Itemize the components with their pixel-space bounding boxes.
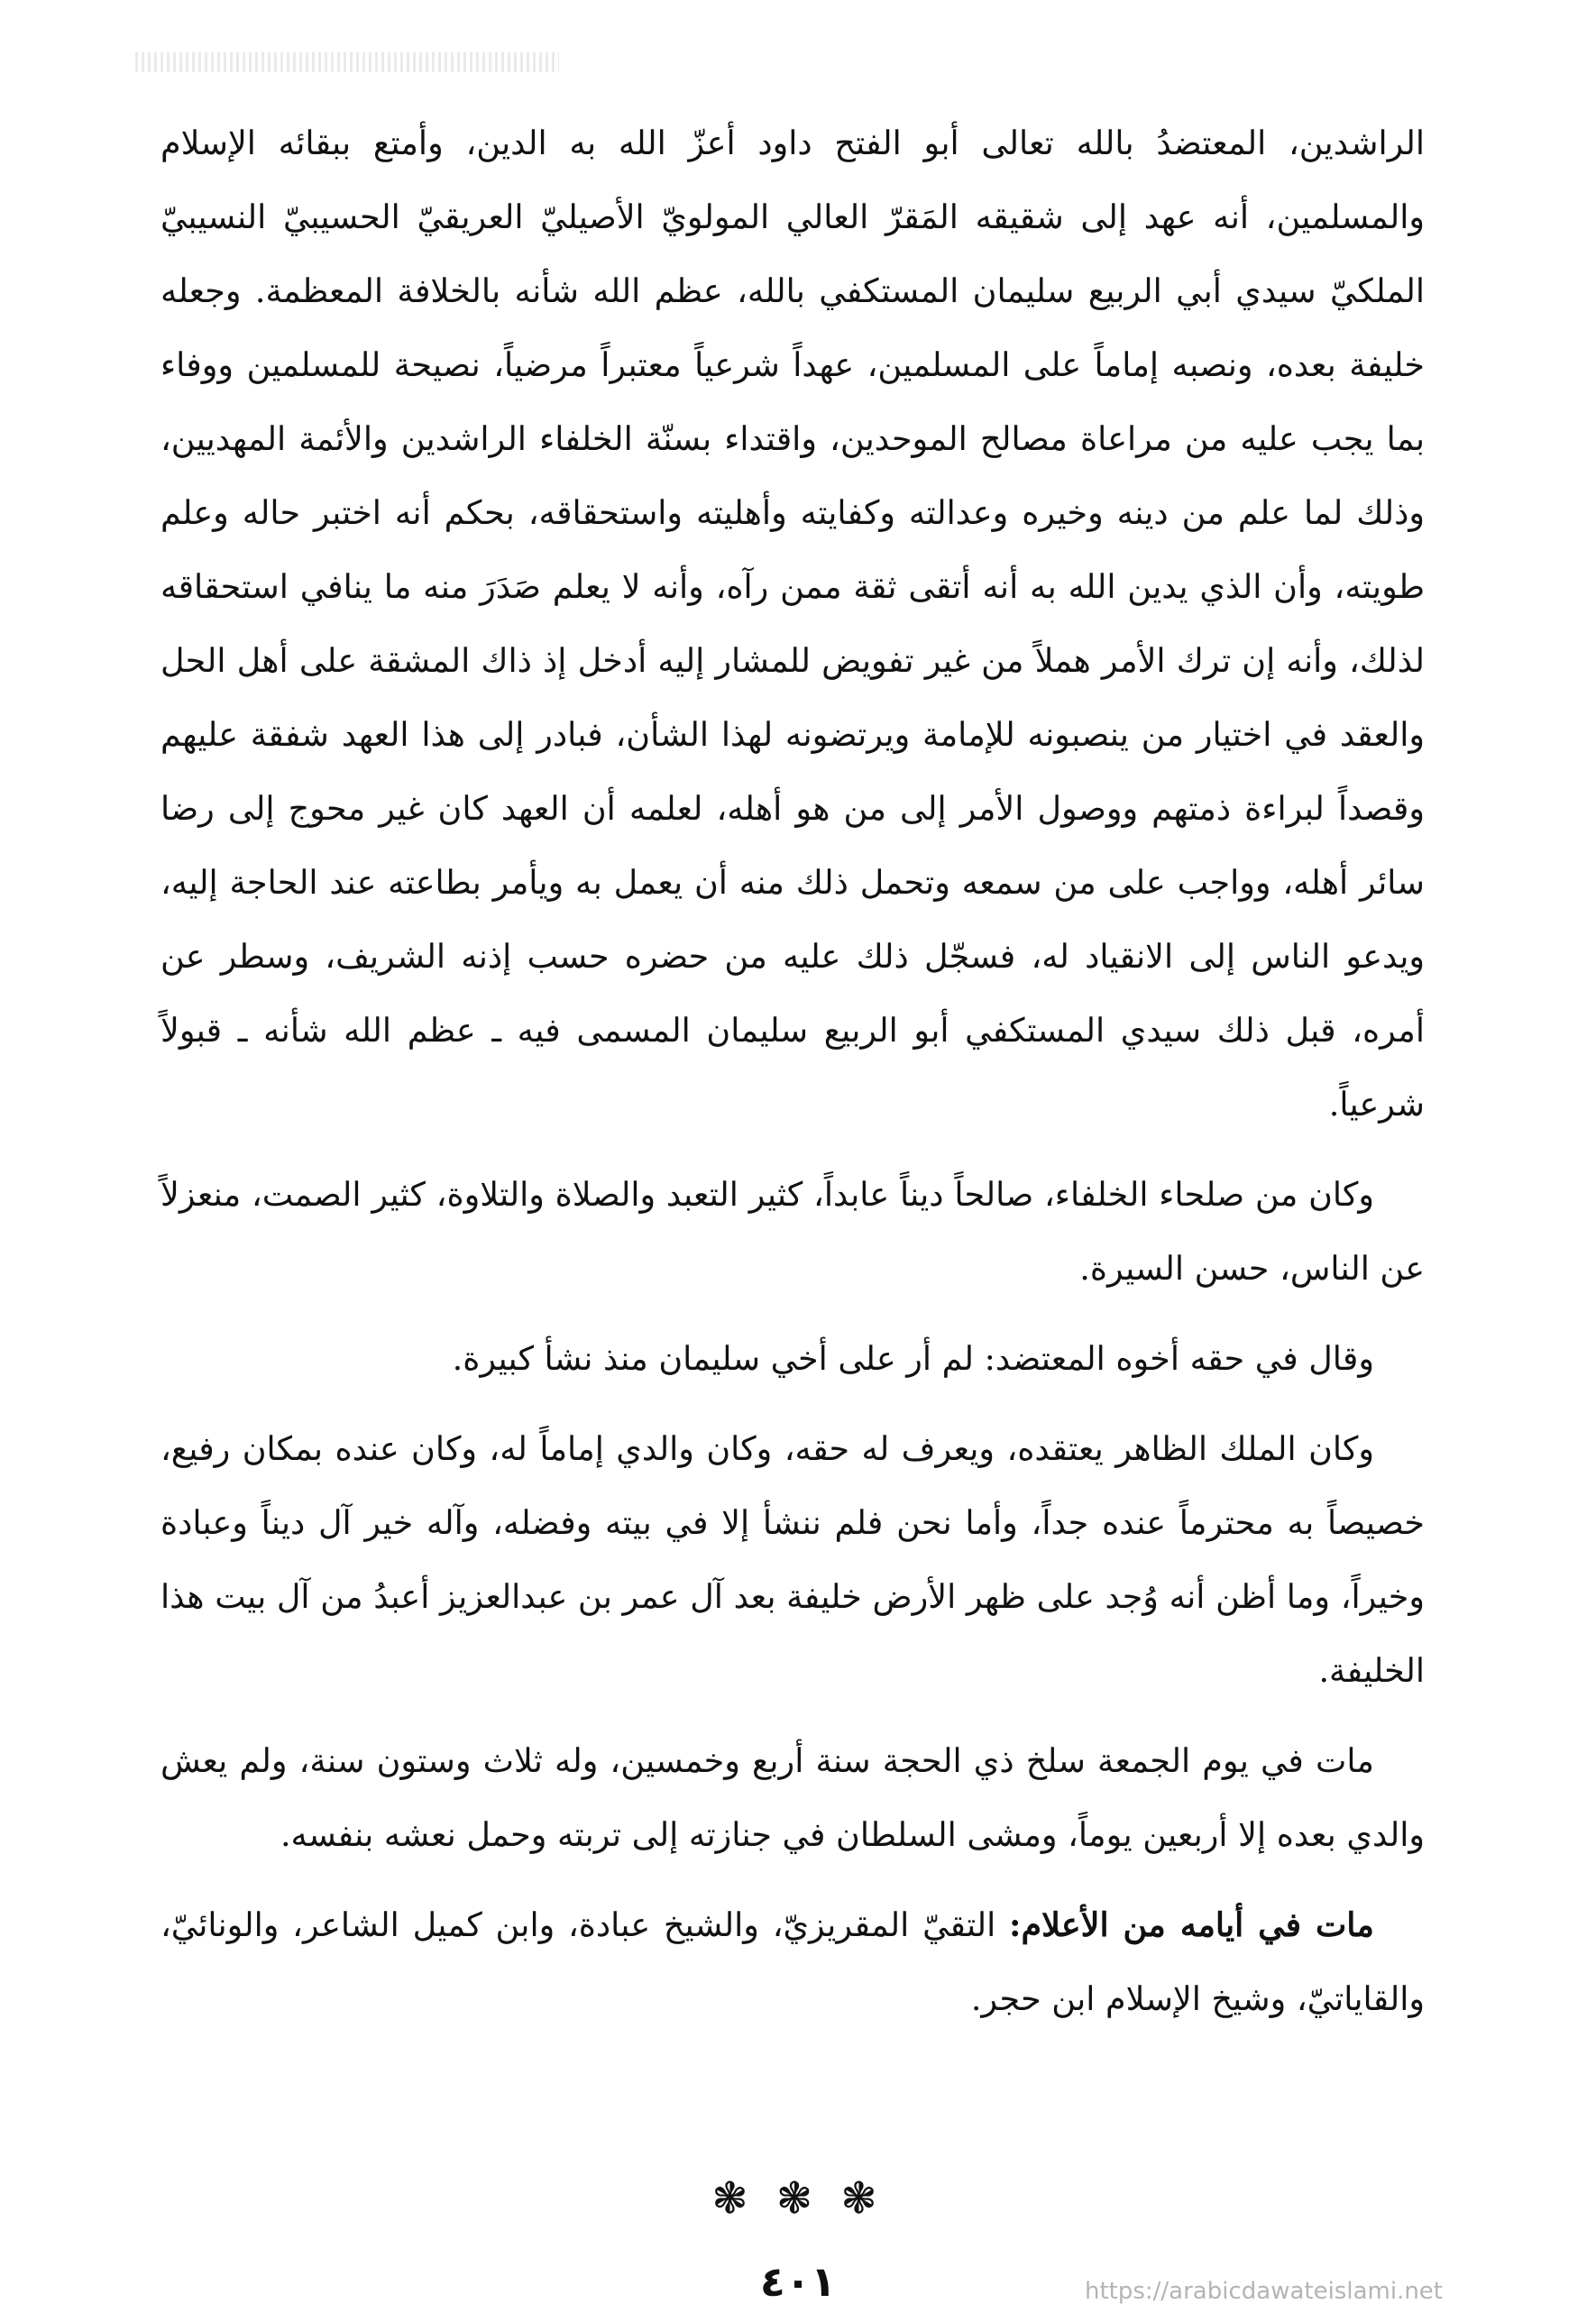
paragraph-5: مات في يوم الجمعة سلخ ذي الحجة سنة أربع وخمسين، وله ثلاث وستون سنة، ولم يعش والدي بعده إلا أربعين يوماً، ومشى السلطان في جنازته إلى تربته وحمل نعشه بنفسه.: [161, 1741, 1425, 1854]
paragraph-2: وكان من صلحاء الخلفاء، صالحاً ديناً عابداً، كثير التعبد والصلاة والتلاوة، كثير الصمت، منعزلاً عن الناس، حسن السيرة.: [161, 1175, 1425, 1288]
paragraph-3: وقال في حقه أخوه المعتضد: لم أر على أخي سليمان منذ نشأ كبيرة.: [452, 1339, 1374, 1378]
scan-artifact: [135, 52, 559, 72]
page-number: ٤٠١: [759, 2257, 837, 2306]
body-text: [161, 106, 1425, 2036]
paragraph-1: الراشدين، المعتضدُ بالله تعالى أبو الفتح داود أعزّ الله به الدين، وأمتع ببقائه الإسلام والمسلمين، أنه عهد إلى شقيقه المَقرّ العالي المولويّ الأصيليّ العريقيّ الحسيبيّ النسيبيّ الملكيّ سيدي أبي الربيع سليمان المستكفي بالله، عظم الله شأنه بالخلافة المعظمة. وجعله خليفة بعده، ونصبه إماماً على المسلمين، عهداً شرعياً معتبراً مرضياً، نصيحة للمسلمين ووفاء بما يجب عليه من مراعاة مصالح الموحدين، واقتداء بسنّة الخلفاء الراشدين والأئمة المهديين، وذلك لما علم من دينه وخيره وعدالته وكفايته وأهليته واستحقاقه، بحكم أنه اختبر حاله وعلم طويته، وأن الذي يدين الله به أنه أتقى ثقة ممن رآه، وأنه لا يعلم صَدَرَ منه ما ينافي استحقاقه لذلك، وأنه إن ترك الأمر هملاً من غير تفويض للمشار إليه أدخل إذ ذاك المشقة على أهل الحل والعقد في اختيار من ينصبونه للإمامة ويرتضونه لهذا الشأن، فبادر إلى هذا العهد شفقة عليهم وقصداً لبراءة ذمتهم ووصول الأمر إلى من هو أهله، لعلمه أن العهد كان غير محوج إلى رضا سائر أهله، وواجب على من سمعه وتحمل ذلك منه أن يعمل به ويأمر بطاعته عند الحاجة إليه، ويدعو الناس إلى الانقياد له، فسجّل ذلك عليه من حضره حسب إذنه الشريف، وسطر عن أمره، قبل ذلك سيدي المستكفي أبو الربيع سليمان المسمى فيه ـ عظم الله شأنه ـ قبولاً شرعياً.: [161, 124, 1426, 1124]
watermark: https://arabicdawateislami.net: [1084, 2278, 1443, 2305]
separator-ornament: ❃ ❃ ❃: [711, 2173, 885, 2224]
paragraph-6: مات في أيامه من الأعلام: التقيّ المقريزيّ، والشيخ عبادة، وابن كميل الشاعر، والونائيّ، والقاياتيّ، وشيخ الإسلام ابن حجر.: [161, 1905, 1425, 2018]
paragraph-4: وكان الملك الظاهر يعتقده، ويعرف له حقه، وكان والدي إماماً له، وكان عنده بمكان رفيع، خصيصاً به محترماً عنده جداً، وأما نحن فلم ننشأ إلا في بيته وفضله، وآله خير آل ديناً وعبادة وخيراً، وما أظن أنه وُجد على ظهر الأرض خليفة بعد آل عمر بن عبدالعزيز أعبدُ من آل بيت هذا الخليفة.: [161, 1429, 1425, 1690]
section-lead: مات في أيامه من الأعلام:: [1009, 1905, 1374, 1944]
